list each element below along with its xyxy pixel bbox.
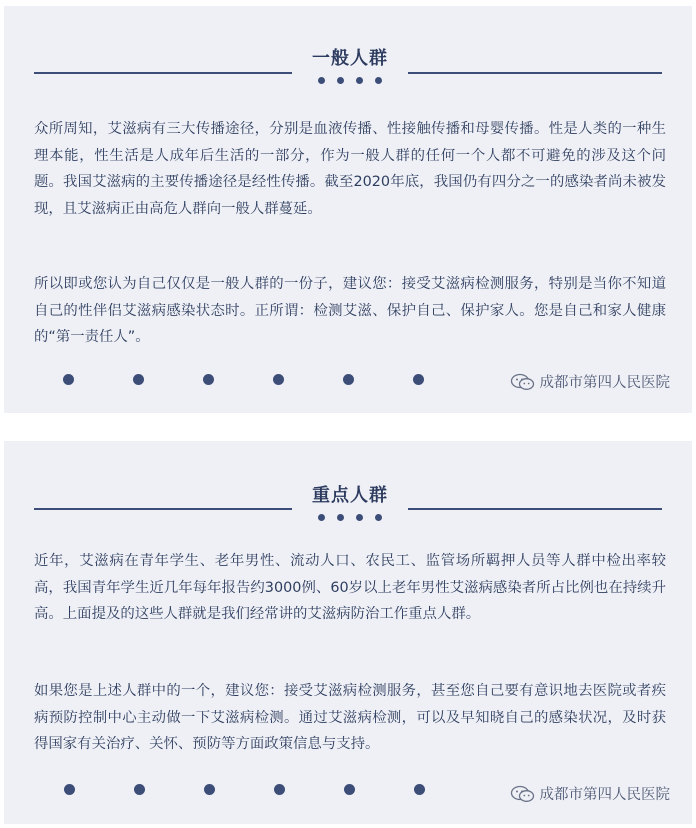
heading-rule-left — [34, 508, 292, 510]
watermark-text: 成都市第四人民医院 — [539, 375, 670, 391]
decorative-dot — [414, 784, 425, 795]
watermark — [510, 783, 671, 804]
heading-dot — [318, 77, 325, 84]
paragraph: 所以即或您认为自己仅仅是一般人群的一份子，建议您：接受艾滋病检测服务，特别是当你不知道自己的性伴侣艾滋病感染状态时。正所谓：检测艾滋、保护自己、保护家人。您是自己和家人健康的“第一责任人”。 — [34, 276, 666, 345]
paragraph: 近年，艾滋病在青年学生、老年男性、流动人口、农民工、监管场所羁押人员等人群中检出率较高，我国青年学生近几年每年报告约3000例、60岁以上老年男性艾滋病感染者所占比例也在持续升高。上面提及的这些人群就是我们经常讲的艾滋病防治工作重点人群。 — [34, 553, 666, 622]
decorative-dot — [204, 784, 215, 795]
heading-dot — [375, 514, 382, 521]
heading-rule-left — [34, 72, 292, 74]
heading-dot — [337, 77, 344, 84]
decorative-dot — [343, 374, 354, 385]
watermark — [510, 371, 671, 392]
section-heading: 一般人群 — [312, 48, 388, 69]
decorative-dot — [63, 374, 74, 385]
decorative-dot — [273, 374, 284, 385]
section-key-population — [4, 441, 692, 824]
section-heading: 重点人群 — [312, 485, 388, 506]
decorative-dot — [134, 784, 145, 795]
heading-dot — [337, 514, 344, 521]
heading-dot — [318, 514, 325, 521]
heading-rule-right — [408, 72, 662, 74]
wechat-icon — [510, 373, 536, 391]
decorative-dot — [64, 784, 75, 795]
heading-dot — [375, 77, 382, 84]
decorative-dot — [133, 374, 144, 385]
heading-dot — [356, 77, 363, 84]
wechat-icon — [510, 785, 536, 803]
heading-dots — [314, 77, 386, 85]
decorative-dot — [274, 784, 285, 795]
watermark-text: 成都市第四人民医院 — [539, 787, 670, 803]
decorative-dot — [413, 374, 424, 385]
decorative-dot — [203, 374, 214, 385]
paragraph: 众所周知，艾滋病有三大传播途径，分别是血液传播、性接触传播和母婴传播。性是人类的一种生理本能，性生活是人成年后生活的一部分，作为一般人群的任何一个人都不可避免的涉及这个问题。我国艾滋病的主要传播途径是经性传播。截至2020年底，我国仍有四分之一的感染者尚未被发现，且艾滋病正由高危人群向一般人群蔓延。 — [34, 121, 666, 217]
heading-dot — [356, 514, 363, 521]
heading-rule-right — [408, 508, 662, 510]
heading-dots — [314, 514, 386, 522]
decorative-dot — [344, 784, 355, 795]
paragraph: 如果您是上述人群中的一个，建议您：接受艾滋病检测服务，甚至您自己要有意识地去医院或者疾病预防控制中心主动做一下艾滋病检测。通过艾滋病检测，可以及早知晓自己的感染状况，及时获得国家有关治疗、关怀、预防等方面政策信息与支持。 — [34, 683, 666, 752]
section-general-population — [4, 6, 692, 413]
